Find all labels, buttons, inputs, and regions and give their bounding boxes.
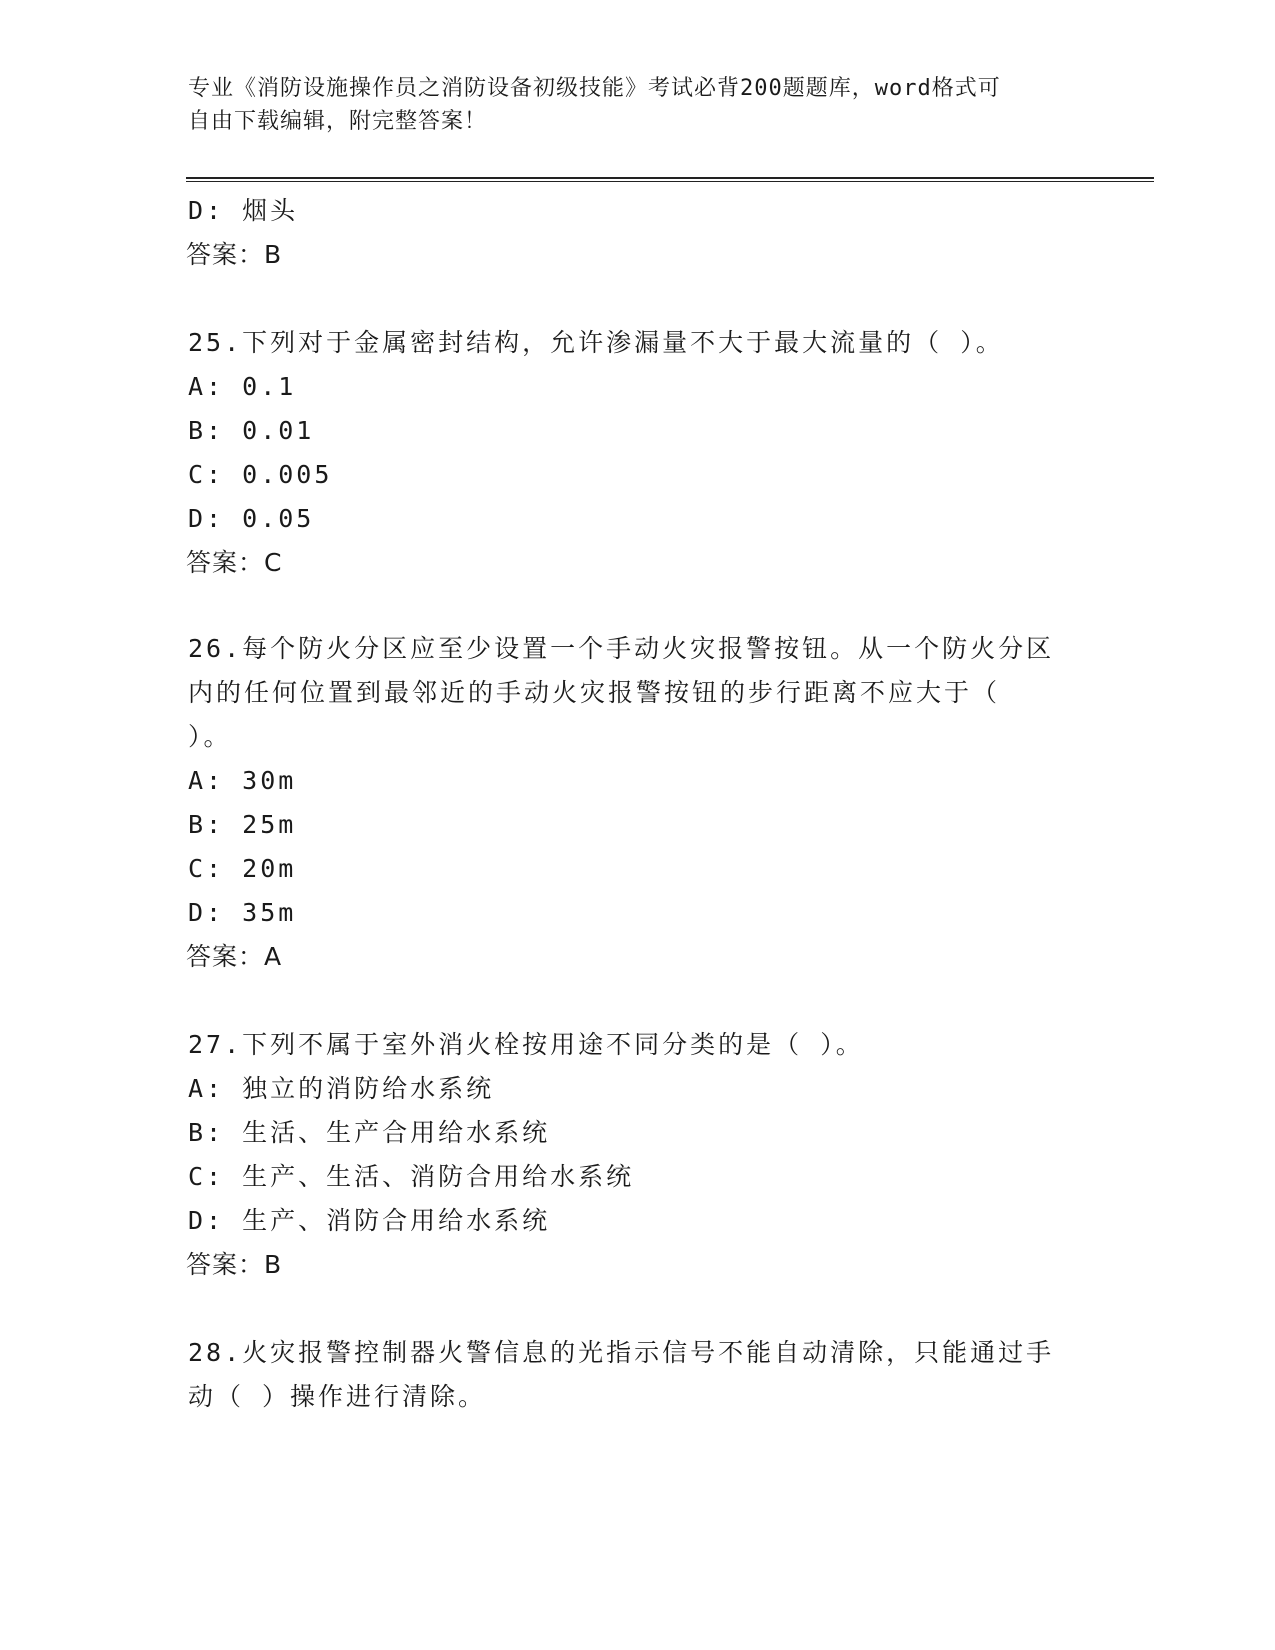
q25-option-d: D: 0.05 bbox=[188, 504, 315, 533]
q26-answer: 答案：A bbox=[186, 942, 283, 971]
q27-answer: 答案：B bbox=[186, 1250, 283, 1279]
q26-option-a: A: 30m bbox=[188, 766, 297, 795]
prev-answer: 答案：B bbox=[186, 240, 283, 269]
q25-option-c: C: 0.005 bbox=[188, 460, 333, 489]
q27-option-d: D: 生产、消防合用给水系统 bbox=[188, 1206, 551, 1235]
header-divider-thin bbox=[186, 181, 1154, 182]
q26-option-c: C: 20m bbox=[188, 854, 297, 883]
q26-stem-line-3: ）。 bbox=[188, 722, 232, 751]
document-header bbox=[188, 72, 1068, 138]
q26-option-b: B: 25m bbox=[188, 810, 297, 839]
q28-stem-line-1: 28.火灾报警控制器火警信息的光指示信号不能自动清除，只能通过手 bbox=[188, 1338, 1055, 1367]
header-line-1: 专业《消防设施操作员之消防设备初级技能》考试必背200题题库，word格式可 bbox=[188, 76, 1001, 101]
q26-stem-line-1: 26.每个防火分区应至少设置一个手动火灾报警按钮。从一个防火分区 bbox=[188, 634, 1055, 663]
q28-stem-line-2: 动（ ）操作进行清除。 bbox=[188, 1382, 487, 1411]
q25-option-a: A: 0.1 bbox=[188, 372, 297, 401]
q27-option-b: B: 生活、生产合用给水系统 bbox=[188, 1118, 551, 1147]
q26-option-d: D: 35m bbox=[188, 898, 297, 927]
q27-stem: 27.下列不属于室外消火栓按用途不同分类的是（ ）。 bbox=[188, 1030, 864, 1059]
q26-stem-line-2: 内的任何位置到最邻近的手动火灾报警按钮的步行距离不应大于（ bbox=[188, 678, 1001, 707]
header-divider bbox=[186, 177, 1154, 179]
q27-option-a: A: 独立的消防给水系统 bbox=[188, 1074, 495, 1103]
prev-option-d: D: 烟头 bbox=[188, 196, 299, 225]
q25-option-b: B: 0.01 bbox=[188, 416, 315, 445]
q25-answer: 答案：C bbox=[186, 548, 283, 577]
q25-stem: 25.下列对于金属密封结构，允许渗漏量不大于最大流量的（ ）。 bbox=[188, 328, 1004, 357]
header-line-2: 自由下载编辑，附完整答案！ bbox=[188, 109, 488, 134]
q27-option-c: C: 生产、生活、消防合用给水系统 bbox=[188, 1162, 635, 1191]
